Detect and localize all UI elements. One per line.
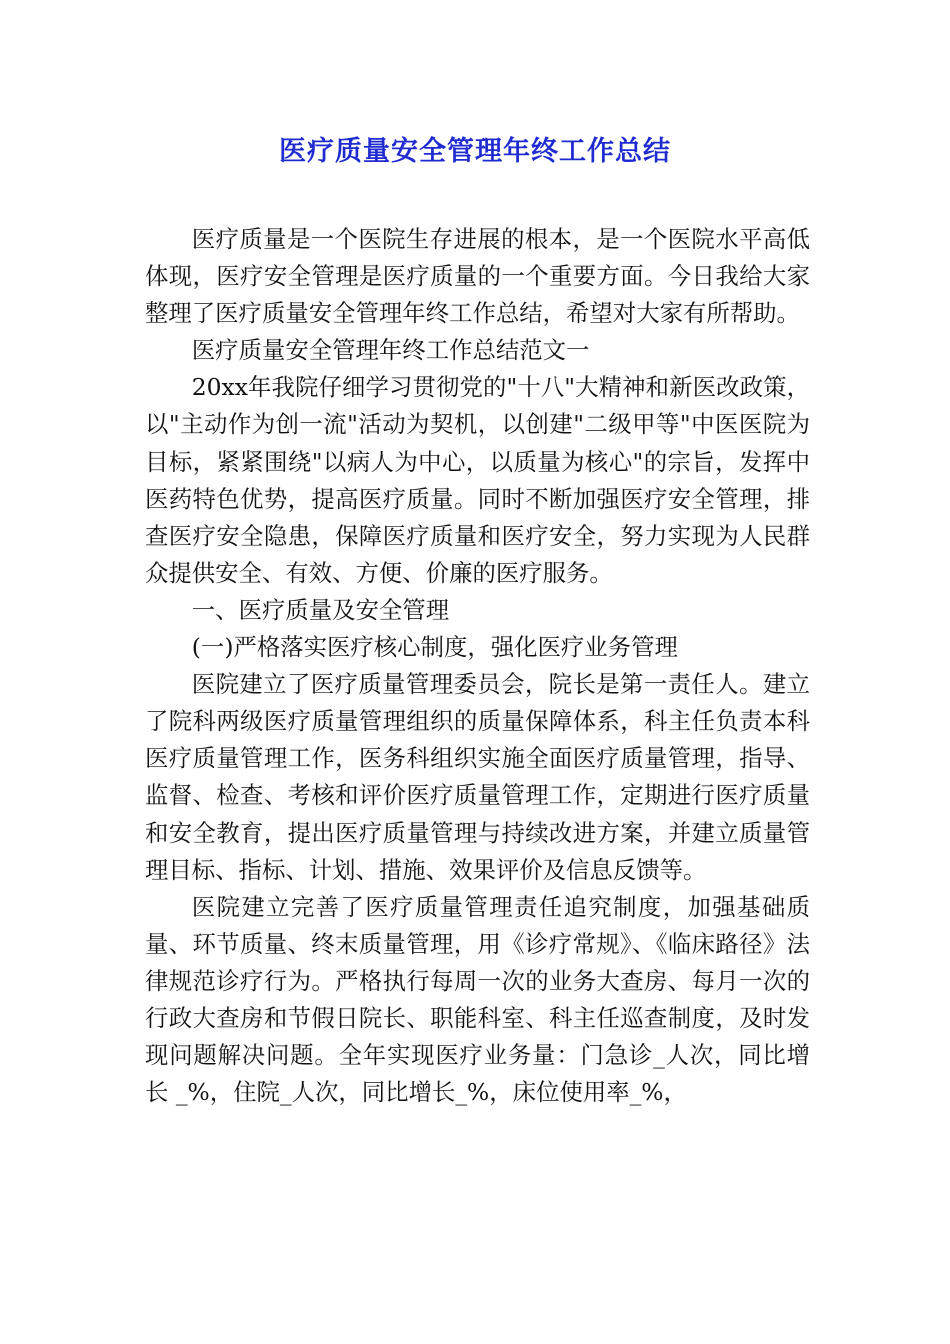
paragraph-accountability: 医院建立完善了医疗质量管理责任追究制度，加强基础质量、环节质量、终末质量管理，用《诊疗常规》、《临床路径》法律规范诊疗行为。严格执行每周一次的业务大查房、每月一次的行政大查房和节假日院长、职能科室、科主任巡查制度，及时发现问题解决问题。全年实现医疗业务量：门急诊_人次，同比增长 _%，住院_人次，同比增长_%，床位使用率_%， (145, 892, 810, 1107)
document-body (145, 221, 810, 1111)
subsection-heading: (一)严格落实医疗核心制度，强化医疗业务管理 (191, 633, 678, 662)
paragraph-sample-heading: 医疗质量安全管理年终工作总结范文一 (191, 336, 590, 365)
paragraph-overview: 20xx年我院仔细学习贯彻党的"十八"大精神和新医改政策，以"主动作为创一流"活动为契机，以创建"二级甲等"中医医院为目标，紧紧围绕"以病人为中心，以质量为核心"的宗旨，发挥中医药特色优势，提高医疗质量。同时不断加强医疗安全管理，排查医疗安全隐患，保障医疗质量和医疗安全，努力实现为人民群众提供安全、有效、方便、价廉的医疗服务。 (145, 373, 810, 587)
paragraph-quality-committee: 医院建立了医疗质量管理委员会，院长是第一责任人。建立了院科两级医疗质量管理组织的质量保障体系，科主任负责本科医疗质量管理工作，医务科组织实施全面医疗质量管理，指导、监督、检查、考核和评价医疗质量管理工作，定期进行医疗质量和安全教育，提出医疗质量管理与持续改进方案，并建立质量管理目标、指标、计划、措施、效果评价及信息反馈等。 (145, 670, 810, 884)
document-title: 医疗质量安全管理年终工作总结 (279, 136, 671, 167)
paragraph-intro: 医疗质量是一个医院生存进展的根本，是一个医院水平高低体现，医疗安全管理是医疗质量的一个重要方面。今日我给大家整理了医疗质量安全管理年终工作总结，希望对大家有所帮助。 (145, 225, 810, 328)
section-heading: 一、医疗质量及安全管理 (191, 595, 450, 624)
